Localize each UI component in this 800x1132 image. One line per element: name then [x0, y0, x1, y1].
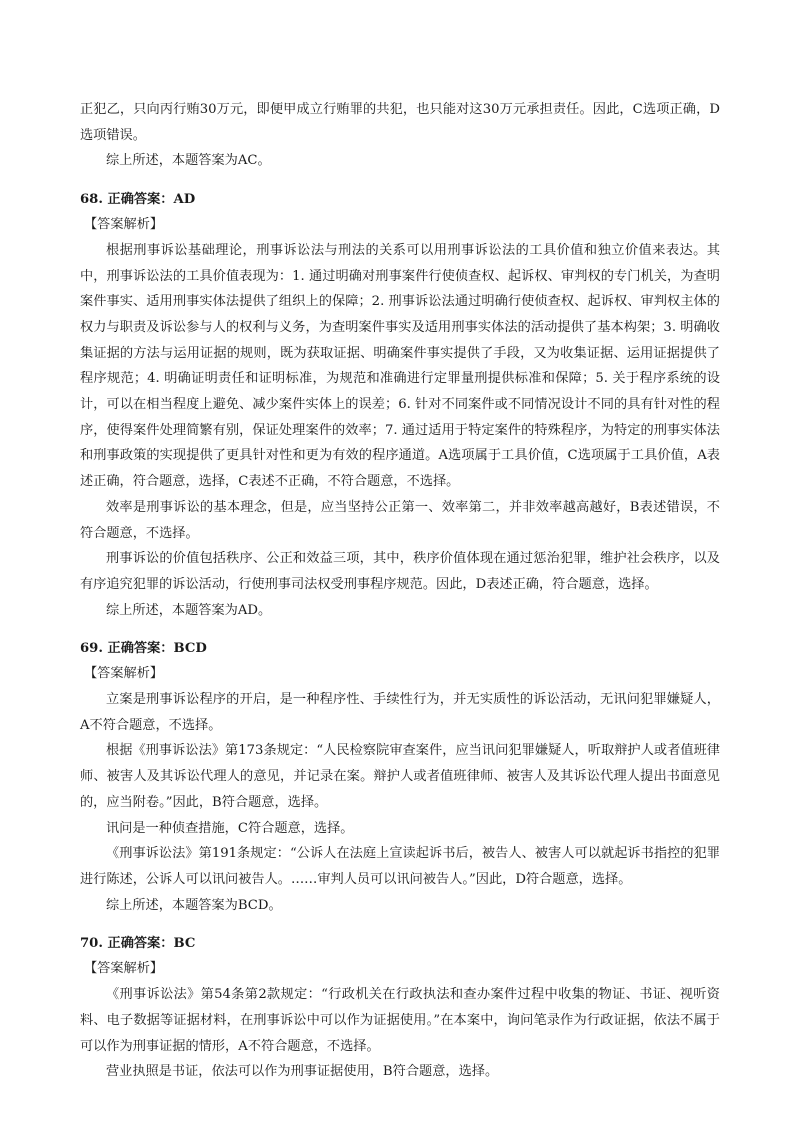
paragraph-69-interrogation: 讯问是一种侦查措施，C符合题意，选择。 — [106, 820, 354, 836]
paragraph-68-efficiency: 效率是刑事诉讼的基本理念，但是，应当坚持公正第一、效率第二，并非效率越高越好，B表述错误，不符合题意，不选择。 — [80, 499, 720, 541]
paragraph-68-theory: 根据刑事诉讼基础理论，刑事诉讼法与刑法的关系可以用刑事诉讼法的工具价值和独立价值来表达。其中，刑事诉讼法的工具价值表现为：1. 通过明确对刑事案件行使侦查权、起诉权、审判权的专门机关，为查明案件事实、适用刑事实体法提供了组织上的保障；2. 刑事诉讼法通过明确行使侦查权、起诉权、审判权主体的权力与职责及诉讼参与人的权利与义务，为查明案件事实及适用刑事实体法的活动提供了基本构架；3. 明确收集证据的方法与运用证据的规则，既为获取证据、明确案件事实提供了手段，又为收集证据、运用证据提供了程序规范；4. 明确证明责任和证明标准，为规范和准确进行定罪量刑提供标准和保障；5. 关于程序系统的设计，可以在相当程度上避免、减少案件实体上的误差；6. 针对不同案件或不同情况设计不同的具有针对性的程序，使得案件处理简繁有别，保证处理案件的效率；7. 通过适用于特定案件的特殊程序，为特定的刑事实体法和刑事政策的实现提供了更具针对性和更为有效的程序通道。A选项属于工具价值，C选项属于工具价值，A表述正确，符合题意，选择，C表述不正确，不符合题意，不选择。 — [80, 242, 720, 490]
paragraph-70-business-license: 营业执照是书证，依法可以作为刑事证据使用，B符合题意，选择。 — [106, 1064, 499, 1080]
paragraph-summary-68: 综上所述，本题答案为AD。 — [106, 602, 272, 618]
answer-heading-69: 69. 正确答案：BCD — [80, 641, 207, 657]
paragraph-summary-69: 综上所述，本题答案为BCD。 — [106, 897, 282, 913]
analysis-label-68: 【答案解析】 — [84, 217, 164, 233]
paragraph-68-values: 刑事诉讼的价值包括秩序、公正和效益三项，其中，秩序价值体现在通过惩治犯罪，维护社会秩序，以及有序追究犯罪的诉讼活动，行使刑事司法权受刑事程序规范。因此，D表述正确，符合题意，选择。 — [80, 551, 720, 592]
paragraph-70-article-54: 《刑事诉讼法》第54条第2款规定：“行政机关在行政执法和查办案件过程中收集的物证、书证、视听资料、电子数据等证据材料，在刑事诉讼中可以作为证据使用。”在本案中，询问笔录作为行政证据，依法不属于可以作为刑事证据的情形，A不符合题意，不选择。 — [80, 987, 720, 1054]
paragraph-continuation: 正犯乙，只向丙行贿30万元，即便甲成立行贿罪的共犯，也只能对这30万元承担责任。因此，C选项正确，D选项错误。 — [80, 102, 720, 143]
analysis-label-69: 【答案解析】 — [84, 666, 164, 682]
paragraph-summary-67: 综上所述，本题答案为AC。 — [106, 153, 271, 169]
paragraph-69-article-173: 根据《刑事诉讼法》第173条规定：“人民检察院审查案件，应当讯问犯罪嫌疑人，听取辩护人或者值班律师、被害人及其诉讼代理人的意见，并记录在案。辩护人或者值班律师、被害人及其诉讼代理人提出书面意见的，应当附卷。”因此，B符合题意，选择。 — [80, 743, 720, 810]
analysis-label-70: 【答案解析】 — [84, 961, 164, 977]
answer-heading-68: 68. 正确答案：AD — [80, 192, 196, 208]
paragraph-69-filing: 立案是刑事诉讼程序的开启，是一种程序性、手续性行为，并无实质性的诉讼活动，无讯问犯罪嫌疑人，A不符合题意，不选择。 — [80, 692, 720, 733]
paragraph-69-article-191: 《刑事诉讼法》第191条规定：“公诉人在法庭上宣读起诉书后，被告人、被害人可以就起诉书指控的犯罪进行陈述，公诉人可以讯问被告人。……审判人员可以讯问被告人。”因此，D符合题意，选择。 — [80, 846, 720, 887]
answer-heading-70: 70. 正确答案：BC — [80, 936, 196, 952]
